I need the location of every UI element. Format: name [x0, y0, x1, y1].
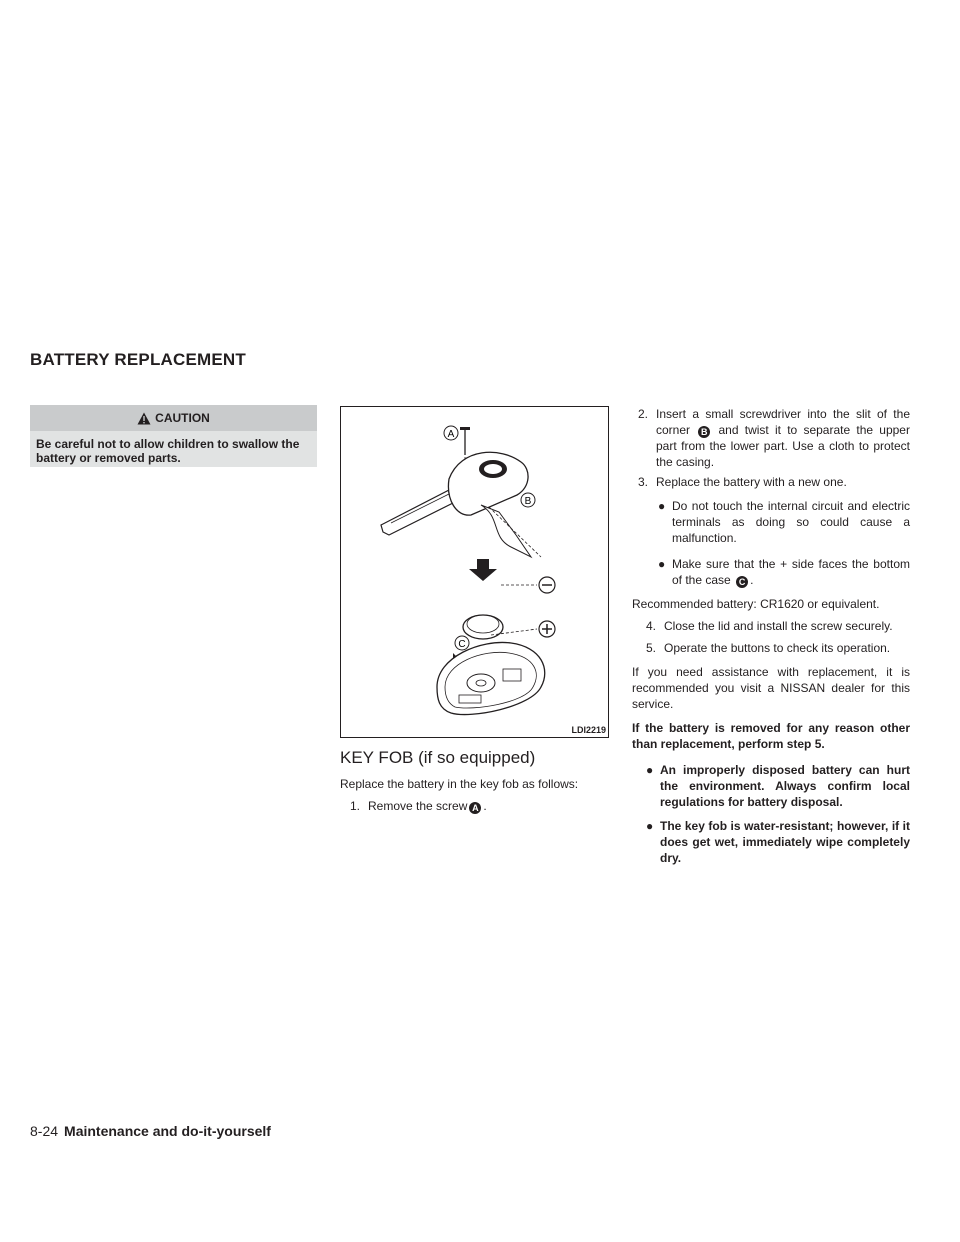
bullet-icon: ●	[646, 763, 654, 777]
label-a: A	[447, 429, 455, 440]
label-b: B	[524, 496, 532, 507]
bullet-text: An improperly disposed battery can hurt the environment. Always confirm local regulations for battery disposal.	[660, 763, 910, 809]
warning-1	[646, 762, 910, 810]
step-text: Replace the battery with a new one.	[656, 475, 847, 489]
step-number: 4.	[646, 619, 657, 633]
bullet-text: Make sure that the + side faces the bottom of the case	[672, 557, 910, 587]
key-fob-intro: Replace the battery in the key fob as follows:	[340, 777, 579, 791]
warning-icon	[137, 412, 151, 425]
caution-heading: CAUTION	[155, 411, 210, 425]
marker-c: C	[736, 576, 748, 588]
page-footer	[30, 1123, 271, 1139]
step-5	[646, 640, 924, 656]
step-number: 2.	[638, 407, 649, 421]
caution-box	[30, 405, 317, 467]
step-number: 3.	[638, 475, 649, 489]
step-text: Remove the screw	[368, 799, 468, 813]
figure-code: LDI2219	[571, 725, 606, 735]
step-number: 1.	[350, 799, 361, 813]
page-number: 8-24	[30, 1123, 59, 1139]
key-fob-heading: KEY FOB (if so equipped)	[340, 748, 536, 767]
step-text: Insert a small screwdriver into the slit of the corner	[656, 407, 910, 437]
key-fob-illustration	[340, 406, 609, 738]
key-fob-diagram	[341, 407, 608, 737]
bullet-2: ● Make sure that the + side faces the bottom of the case C .	[658, 557, 910, 587]
recommended-battery: Recommended battery: CR1620 or equivalent.	[632, 597, 880, 611]
label-c: C	[458, 639, 466, 650]
warning-2	[646, 818, 910, 866]
bullet-1	[658, 498, 910, 546]
bullet-text: The key fob is water-resistant; however, if it does get wet, immediately wipe completely dry.	[660, 819, 910, 865]
marker-b: B	[698, 426, 710, 438]
footer-section: Maintenance and do-it-yourself	[64, 1123, 271, 1139]
section-title: BATTERY REPLACEMENT	[30, 350, 246, 369]
step-number: 5.	[646, 641, 657, 655]
step-4	[646, 618, 924, 634]
bullet-icon: ●	[658, 557, 666, 571]
bullet-icon: ●	[646, 819, 654, 833]
step-text: Close the lid and install the screw securely.	[664, 619, 893, 633]
caution-header	[30, 405, 317, 431]
bold-note: If the battery is removed for any reason other than replacement, perform step 5.	[632, 721, 910, 751]
step-3	[638, 474, 916, 490]
step-2	[638, 406, 910, 470]
bullet-icon: ●	[658, 499, 666, 513]
step-text: Operate the buttons to check its operation.	[664, 641, 891, 655]
step-text-cont: and twist it to separate the upper part from the lower part. Use a cloth to protect the casing.	[656, 423, 910, 469]
bullet-text: Do not touch the internal circuit and electric terminals as doing so could cause a malfunction.	[672, 499, 910, 545]
assistance-paragraph: If you need assistance with replacement, it is recommended you visit a NISSAN dealer for this service.	[632, 665, 910, 711]
caution-text: Be careful not to allow children to swallow the battery or removed parts.	[30, 431, 317, 467]
marker-a: A	[469, 802, 481, 814]
step-1: 1. Remove the screw A .	[350, 799, 487, 813]
